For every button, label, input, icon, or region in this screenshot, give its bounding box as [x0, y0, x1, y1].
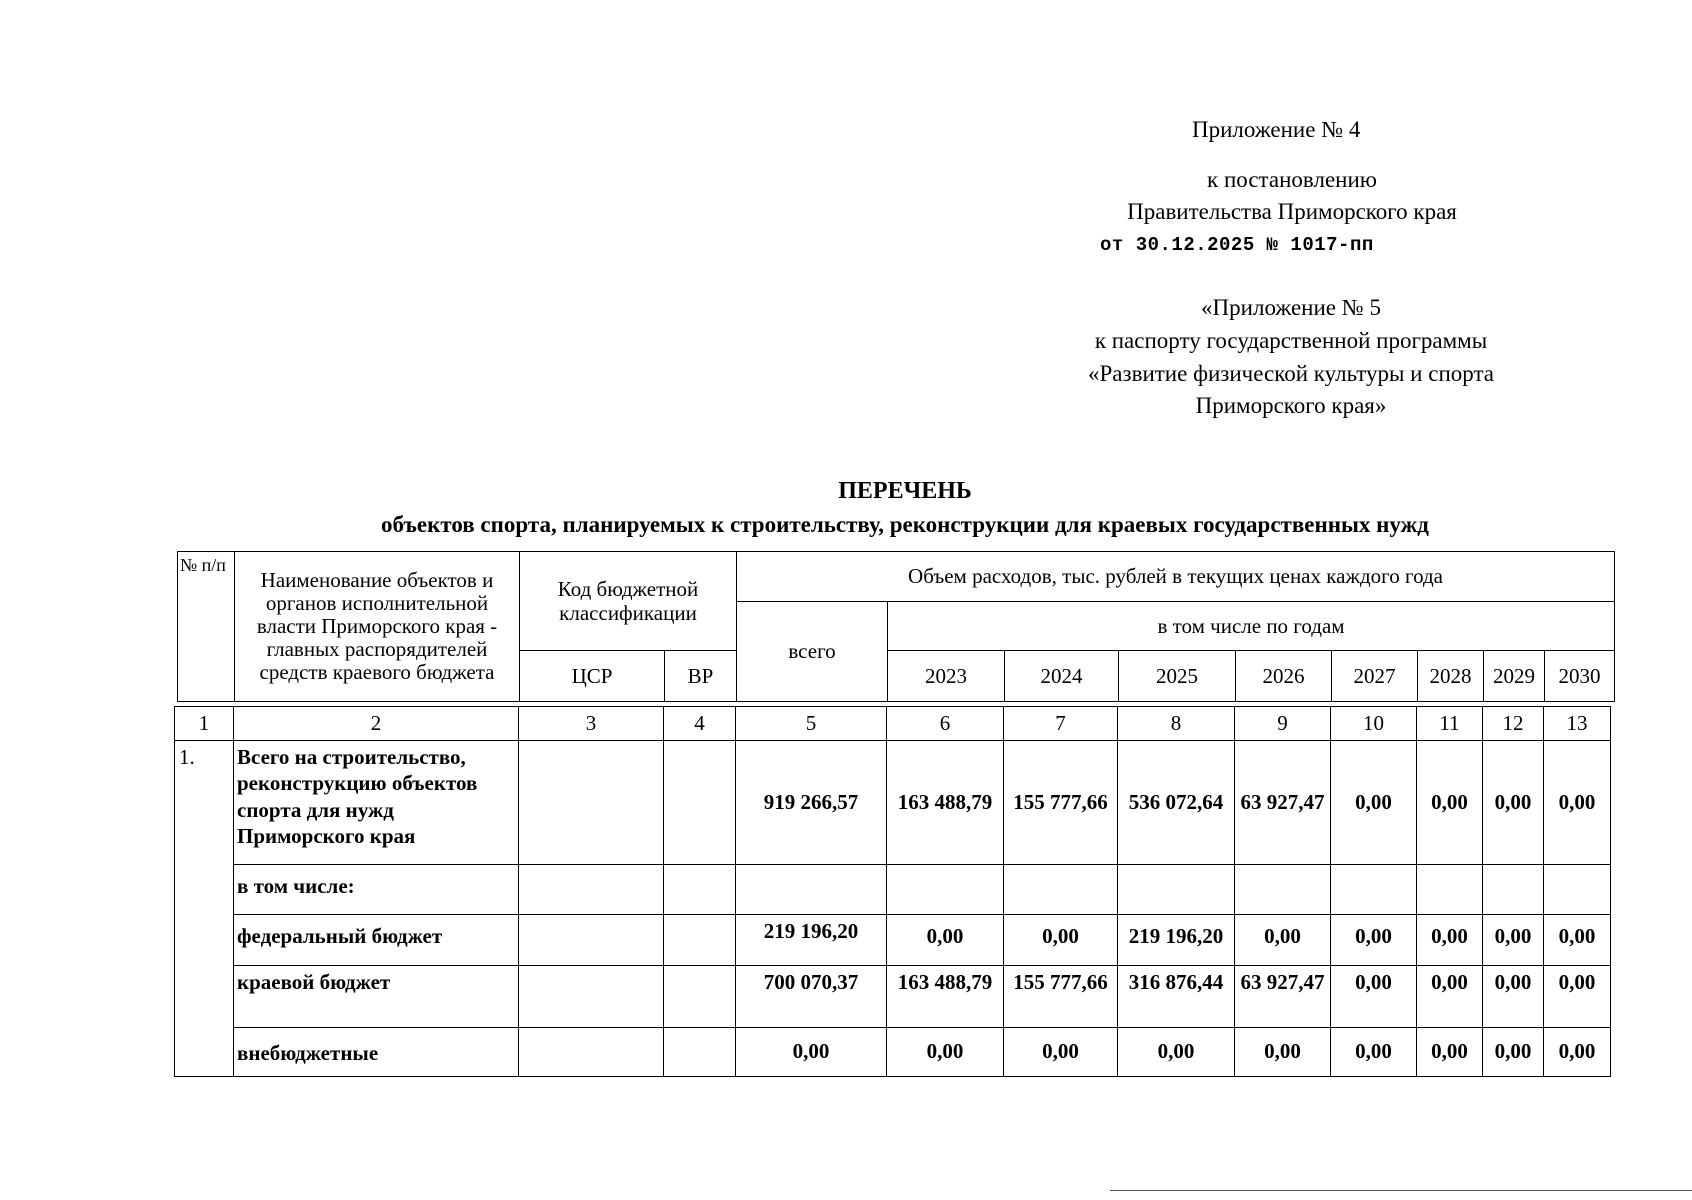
- cell-2025: 219 196,20: [1118, 915, 1235, 966]
- cell-2024: [1004, 865, 1118, 915]
- cell-2023: 163 488,79: [887, 966, 1004, 1028]
- cell-2026: 63 927,47: [1235, 966, 1331, 1028]
- cell-2028: 0,00: [1417, 966, 1483, 1028]
- row-number: 1.: [175, 741, 234, 1077]
- column-number: 9: [1235, 707, 1331, 741]
- document-subtitle: объектов спорта, планируемых к строительству, реконструкции для краевых государственных нужд: [381, 512, 1429, 537]
- cell-total: [736, 865, 887, 915]
- cell-2023: 0,00: [887, 915, 1004, 966]
- header-year-2029: 2029: [1484, 651, 1545, 702]
- program-region: Приморского края»: [1195, 393, 1387, 418]
- cell-csr: [519, 966, 664, 1028]
- header-year-2030: 2030: [1545, 651, 1615, 702]
- table-row: [175, 915, 1611, 966]
- column-number: 2: [234, 707, 519, 741]
- scan-artifact-line: [1110, 1190, 1692, 1191]
- row-name: в том числе:: [234, 865, 519, 915]
- cell-2026: 0,00: [1235, 1028, 1331, 1077]
- header-year-2028: 2028: [1418, 651, 1484, 702]
- cell-vr: [664, 1028, 736, 1077]
- cell-2030: 0,00: [1544, 741, 1611, 865]
- column-number: 13: [1544, 707, 1611, 741]
- header-year-2024: 2024: [1005, 651, 1119, 702]
- row-name: внебюджетные: [234, 1028, 519, 1077]
- cell-2028: 0,00: [1417, 1028, 1483, 1077]
- column-number: 4: [664, 707, 736, 741]
- row-name: федеральный бюджет: [234, 915, 519, 966]
- cell-2025: 536 072,64: [1118, 741, 1235, 865]
- cell-2029: 0,00: [1483, 1028, 1544, 1077]
- cell-csr: [519, 741, 664, 865]
- cell-2027: 0,00: [1331, 966, 1417, 1028]
- cell-2026: [1235, 865, 1331, 915]
- header-vr: ВР: [665, 651, 737, 702]
- appendix-title: Приложение № 4: [1192, 117, 1361, 142]
- table-header: [177, 551, 1615, 702]
- header-year-2025: 2025: [1119, 651, 1236, 702]
- cell-2030: [1544, 865, 1611, 915]
- cell-2028: [1417, 865, 1483, 915]
- column-number: 5: [736, 707, 887, 741]
- cell-2024: 0,00: [1004, 915, 1118, 966]
- cell-2024: 155 777,66: [1004, 966, 1118, 1028]
- column-number: 7: [1004, 707, 1118, 741]
- cell-2027: 0,00: [1331, 915, 1417, 966]
- header-by-years: в том числе по годам: [888, 602, 1615, 651]
- cell-total: 700 070,37: [736, 966, 887, 1028]
- cell-2030: 0,00: [1544, 966, 1611, 1028]
- cell-2029: [1483, 865, 1544, 915]
- cell-vr: [664, 865, 736, 915]
- to-passport: к паспорту государственной программы: [1094, 328, 1488, 353]
- row-name: краевой бюджет: [234, 966, 519, 1028]
- cell-2025: 316 876,44: [1118, 966, 1235, 1028]
- cell-total: 219 196,20: [736, 915, 887, 966]
- header-csr: ЦСР: [520, 651, 665, 702]
- header-expenses: Объем расходов, тыс. рублей в текущих ценах каждого года: [737, 552, 1615, 602]
- cell-csr: [519, 865, 664, 915]
- resolution-reference: от 30.12.2025 № 1017-пп: [1100, 234, 1374, 256]
- cell-2024: 155 777,66: [1004, 741, 1118, 865]
- cell-total: 0,00: [736, 1028, 887, 1077]
- header-total: всего: [737, 602, 888, 702]
- column-number: 11: [1417, 707, 1483, 741]
- cell-2026: 63 927,47: [1235, 741, 1331, 865]
- to-resolution: к постановлению: [1207, 167, 1377, 192]
- column-number: 6: [887, 707, 1004, 741]
- cell-2025: 0,00: [1118, 1028, 1235, 1077]
- cell-vr: [664, 741, 736, 865]
- cell-csr: [519, 915, 664, 966]
- header-year-2027: 2027: [1332, 651, 1418, 702]
- cell-2027: [1331, 865, 1417, 915]
- cell-2027: 0,00: [1331, 741, 1417, 865]
- table-row: [175, 1028, 1611, 1077]
- cell-2026: 0,00: [1235, 915, 1331, 966]
- cell-vr: [664, 915, 736, 966]
- cell-2030: 0,00: [1544, 1028, 1611, 1077]
- column-number: 8: [1118, 707, 1235, 741]
- document-title: ПЕРЕЧЕНЬ: [838, 478, 972, 504]
- quoted-appendix: «Приложение № 5: [1201, 295, 1381, 320]
- column-number: 12: [1483, 707, 1544, 741]
- cell-2023: [887, 865, 1004, 915]
- cell-csr: [519, 1028, 664, 1077]
- header-year-2023: 2023: [888, 651, 1005, 702]
- table-row: [175, 966, 1611, 1028]
- cell-2025: [1118, 865, 1235, 915]
- government-name: Правительства Приморского края: [1127, 199, 1457, 224]
- cell-2028: 0,00: [1417, 915, 1483, 966]
- table-body: [174, 706, 1611, 1077]
- cell-2027: 0,00: [1331, 1028, 1417, 1077]
- header-year-2026: 2026: [1236, 651, 1332, 702]
- column-numbers-row: [175, 707, 1611, 741]
- cell-vr: [664, 966, 736, 1028]
- cell-total: 919 266,57: [736, 741, 887, 865]
- cell-2023: 0,00: [887, 1028, 1004, 1077]
- cell-2030: 0,00: [1544, 915, 1611, 966]
- cell-2028: 0,00: [1417, 741, 1483, 865]
- column-number: 10: [1331, 707, 1417, 741]
- cell-2029: 0,00: [1483, 966, 1544, 1028]
- table-row: [175, 865, 1611, 915]
- header-budget-code: Код бюджетной классификации: [520, 552, 737, 651]
- program-name: «Развитие физической культуры и спорта: [1088, 361, 1494, 386]
- header-num: № п/п: [178, 552, 235, 702]
- table-row: [175, 741, 1611, 865]
- column-number: 3: [519, 707, 664, 741]
- cell-2023: 163 488,79: [887, 741, 1004, 865]
- column-number: 1: [175, 707, 234, 741]
- cell-2029: 0,00: [1483, 915, 1544, 966]
- cell-2024: 0,00: [1004, 1028, 1118, 1077]
- header-name: Наименование объектов и органов исполнительной власти Приморского края - главных распорядителей средств краевого бюджета: [235, 552, 520, 702]
- row-name: Всего на строительство, реконструкцию объектов спорта для нужд Приморского края: [234, 741, 519, 865]
- cell-2029: 0,00: [1483, 741, 1544, 865]
